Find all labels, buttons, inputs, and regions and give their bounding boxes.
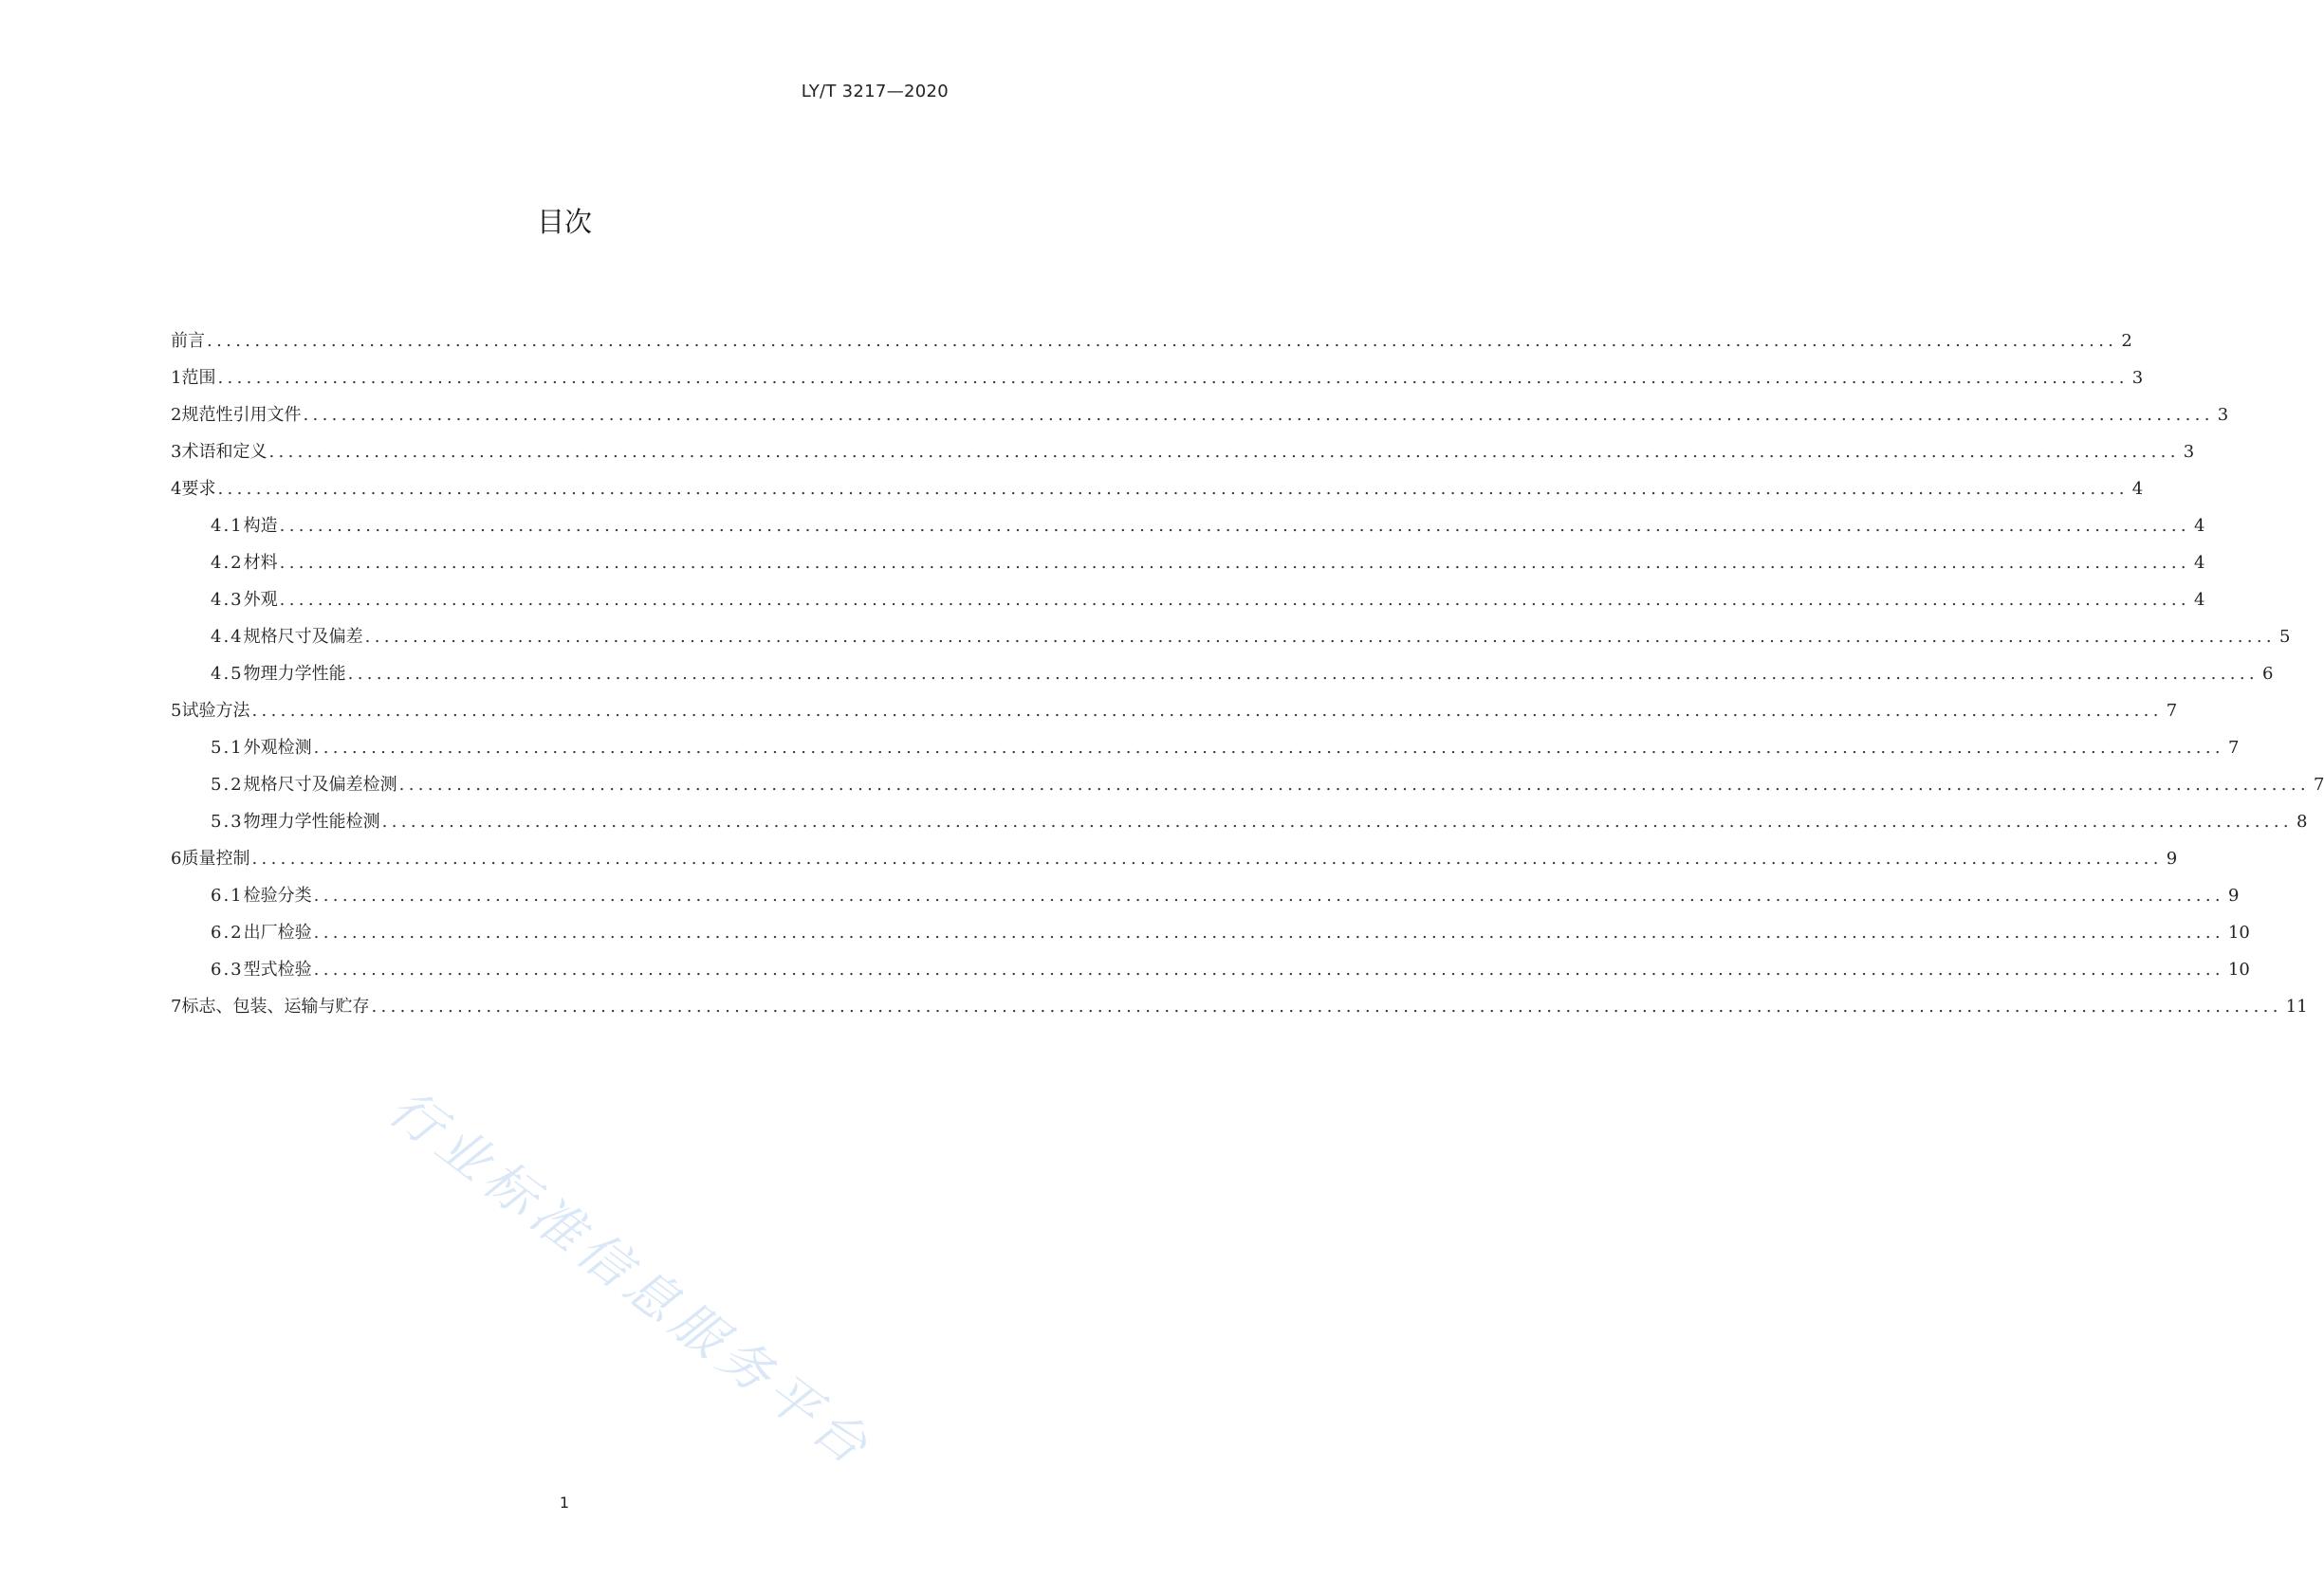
toc-dot-leader: ........................................................................................................................................................................................................ xyxy=(268,442,2180,462)
toc-entry-label: 标志、包装、运输与贮存 xyxy=(181,997,370,1017)
toc-dot-leader: ........................................................................................................................................................................................................ xyxy=(279,553,2190,573)
toc-entry[interactable] xyxy=(171,914,2250,951)
page-title: 目次 xyxy=(536,206,592,238)
toc-entry-page: 10 xyxy=(2227,960,2250,980)
toc-entry[interactable] xyxy=(171,544,2205,581)
toc-entry-label: 术语和定义 xyxy=(181,442,267,462)
toc-entry[interactable] xyxy=(171,581,2205,618)
standard-code: LY/T 3217—2020 xyxy=(801,82,949,101)
toc-entry[interactable] xyxy=(171,766,2324,803)
toc-entry-label: 规格尺寸及偏差 xyxy=(243,627,363,647)
toc-entry[interactable] xyxy=(171,840,2178,877)
toc-entry-page: 3 xyxy=(2131,368,2144,388)
toc-entry-label: 出厂检验 xyxy=(243,923,312,943)
toc-entry-page: 9 xyxy=(2166,849,2178,869)
toc-entry-number: 6.1 xyxy=(211,886,244,906)
toc-entry[interactable] xyxy=(171,877,2240,914)
toc-entry[interactable] xyxy=(171,729,2240,766)
toc-entry[interactable] xyxy=(171,396,2229,433)
toc-entry[interactable] xyxy=(171,692,2178,729)
toc-entry-page: 10 xyxy=(2227,923,2250,943)
toc-entry-label: 物理力学性能 xyxy=(243,664,346,684)
toc-entry-page: 5 xyxy=(2278,627,2291,647)
toc-entry-label: 构造 xyxy=(243,516,278,536)
toc-entry-label: 试验方法 xyxy=(181,701,250,721)
toc-entry-number: 6.2 xyxy=(211,923,244,943)
toc-entry-number: 5 xyxy=(171,701,182,721)
toc-dot-leader: ........................................................................................................................................................................................................ xyxy=(251,849,2163,869)
toc-entry-page: 9 xyxy=(2227,886,2240,906)
toc-entry-label: 规范性引用文件 xyxy=(181,405,302,425)
toc-dot-leader: ........................................................................................................................................................................................................ xyxy=(279,516,2190,536)
watermark: 行业标准信息服务平台 xyxy=(378,1077,884,1479)
toc-entry-number: 5.2 xyxy=(211,775,244,795)
toc-entry-label: 外观检测 xyxy=(243,738,312,758)
toc-entry-number: 2 xyxy=(171,405,182,425)
toc-entry-label: 型式检验 xyxy=(243,960,312,980)
toc-entry-label: 检验分类 xyxy=(243,886,312,906)
table-of-contents xyxy=(171,322,2324,1025)
toc-entry[interactable] xyxy=(171,433,2195,470)
toc-entry-number: 4.4 xyxy=(211,627,244,647)
page-number: 1 xyxy=(559,1494,570,1512)
toc-entry-page: 4 xyxy=(2193,553,2205,573)
toc-entry-label: 材料 xyxy=(243,553,278,573)
toc-entry-number: 5.1 xyxy=(211,738,244,758)
toc-entry-page: 7 xyxy=(2227,738,2240,758)
toc-entry[interactable] xyxy=(171,951,2250,988)
toc-dot-leader: ........................................................................................................................................................................................................ xyxy=(371,997,2282,1017)
toc-entry-label: 前言 xyxy=(171,331,205,351)
toc-entry-page: 3 xyxy=(2183,442,2195,462)
toc-dot-leader: ........................................................................................................................................................................................................ xyxy=(398,775,2310,795)
toc-dot-leader: ........................................................................................................................................................................................................ xyxy=(217,368,2129,388)
toc-dot-leader: ........................................................................................................................................................................................................ xyxy=(279,590,2190,610)
toc-dot-leader: ........................................................................................................................................................................................................ xyxy=(251,701,2163,721)
toc-entry-number: 5.3 xyxy=(211,812,244,832)
toc-entry-page: 8 xyxy=(2296,812,2308,832)
toc-entry-number: 3 xyxy=(171,442,182,462)
toc-entry-number: 6 xyxy=(171,849,182,869)
toc-entry-page: 7 xyxy=(2313,775,2324,795)
toc-dot-leader: ........................................................................................................................................................................................................ xyxy=(207,331,2118,351)
toc-entry-label: 外观 xyxy=(243,590,278,610)
toc-entry[interactable] xyxy=(171,988,2308,1025)
toc-entry[interactable] xyxy=(171,507,2205,544)
toc-dot-leader: ........................................................................................................................................................................................................ xyxy=(364,627,2276,647)
toc-entry-page: 3 xyxy=(2217,405,2229,425)
toc-entry-page: 4 xyxy=(2131,479,2144,499)
toc-dot-leader: ........................................................................................................................................................................................................ xyxy=(381,812,2293,832)
toc-entry[interactable] xyxy=(171,803,2308,840)
toc-entry-page: 2 xyxy=(2121,331,2132,351)
toc-dot-leader: ........................................................................................................................................................................................................ xyxy=(313,923,2224,943)
toc-entry-number: 7 xyxy=(171,997,182,1017)
toc-dot-leader: ........................................................................................................................................................................................................ xyxy=(313,738,2224,758)
toc-entry-label: 要求 xyxy=(181,479,216,499)
toc-dot-leader: ........................................................................................................................................................................................................ xyxy=(217,479,2129,499)
toc-entry-page: 11 xyxy=(2285,997,2308,1017)
toc-entry-page: 6 xyxy=(2261,664,2274,684)
toc-entry-label: 质量控制 xyxy=(181,849,250,869)
toc-entry-number: 4.1 xyxy=(211,516,244,536)
toc-entry-number: 4.5 xyxy=(211,664,244,684)
toc-entry-number: 6.3 xyxy=(211,960,244,980)
toc-entry-page: 4 xyxy=(2193,590,2205,610)
toc-entry-number: 4 xyxy=(171,479,182,499)
toc-entry-number: 1 xyxy=(171,368,182,388)
toc-dot-leader: ........................................................................................................................................................................................................ xyxy=(303,405,2214,425)
toc-entry[interactable] xyxy=(171,359,2144,396)
toc-entry-label: 规格尺寸及偏差检测 xyxy=(243,775,397,795)
toc-entry-number: 4.2 xyxy=(211,553,244,573)
toc-entry[interactable] xyxy=(171,655,2274,692)
toc-entry-label: 物理力学性能检测 xyxy=(243,812,380,832)
toc-entry-page: 7 xyxy=(2166,701,2178,721)
toc-dot-leader: ........................................................................................................................................................................................................ xyxy=(313,886,2224,906)
toc-entry-number: 4.3 xyxy=(211,590,244,610)
toc-entry-label: 范围 xyxy=(181,368,216,388)
toc-entry[interactable] xyxy=(171,618,2291,655)
toc-entry[interactable] xyxy=(171,322,2132,359)
toc-entry[interactable] xyxy=(171,470,2144,507)
toc-dot-leader: ........................................................................................................................................................................................................ xyxy=(313,960,2224,980)
toc-dot-leader: ........................................................................................................................................................................................................ xyxy=(347,664,2259,684)
toc-entry-page: 4 xyxy=(2193,516,2205,536)
